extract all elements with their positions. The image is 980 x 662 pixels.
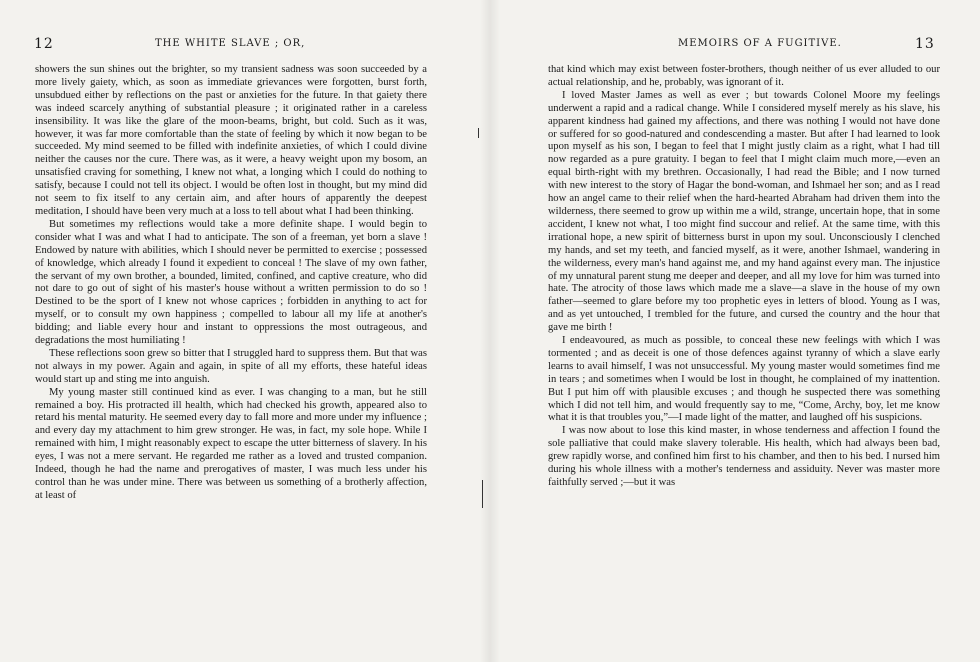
page-number-right: 13 (915, 36, 935, 52)
gutter-mark (482, 480, 483, 508)
right-page (490, 0, 980, 662)
paragraph: My young master still continued kind as ever. I was changing to a man, but he still remained a boy. His protracted ill health, which had checked his growth, appeared also to retard his mental maturity. He seemed every day to fall more and more under my influence ; and every day my attachment to him grew stronger. He was, in fact, my sole hope. While I remained with him, I might reasonably expect to escape the utter bitterness of slavery. In his eyes, I was not a mere servant. He regarded me rather as a loved and trusted companion. Indeed, though he had the name and prerogatives of master, I was much less under his control than he was under mine. There was between us something of a brotherly affection, at least of (35, 386, 427, 501)
paragraph: These reflections soon grew so bitter that I struggled hard to suppress them. But that was not always in my power. Again and again, in spite of all my efforts, these hateful ideas would start up and sting me into anguish. (35, 347, 427, 385)
page-number-left: 12 (34, 36, 54, 52)
paragraph: I loved Master James as well as ever ; but towards Colonel Moore my feelings underwent a rapid and a radical change. While I considered myself merely as his slave, his apparent kindness had gained my affections, and there was nothing I would not have done or suffered for so good-natured and condescending a master. But after I had learned to look upon myself as his son, I began to feel that I might justly claim as a right, what I had till now regarded as a pure gratuity. I began to feel that I might claim much more,—even an equal birth-right with my brethren. Occasionally, I had read the Bible; and I now turned with new interest to the story of Hagar the bond-woman, and Ishmael her son; and as I read how an angel came to their relief when the hard-hearted Abraham had driven them into the wilderness, there seemed to grow up within me a wild, strange, uncertain hope, that in some accident, I knew not what, I too might find succour and relief. At the same time, with this irrational hope, a new spirit of bitterness burst in upon my soul. Unconsciously I clenched my hands, and set my teeth, and fancied myself, as it were, another Ishmael, wandering in the wilderness, every man's hand against me, and my hand against every man. The injustice of my unnatural parent stung me deeper and deeper, and all my love for him was turned into hate. The atrocity of those laws which made me a slave—a slave in the house of my own father—seemed to glare before my too prophetic eyes in letters of blood. Young as I was, and as yet untouched, I trembled for the future, and cursed the country and the hour that gave me birth ! (548, 89, 940, 334)
paragraph: But sometimes my reflections would take a more definite shape. I would begin to consider what I was and what I had to anticipate. The son of a freeman, yet born a slave ! Endowed by nature with abilities, which I should never be permitted to exercise ; possessed of knowledge, which already I found it expedient to conceal ! The slave of my own father, the servant of my own brother, a bounded, limited, confined, and captive creature, who did not dare to go out of sight of his master's house without a written permission to do so ! Destined to be the sport of I knew not whose caprices ; forbidden in anything to act for myself, or to consult my own happiness ; compelled to labour all my life at another's bidding; and liable every hour and instant to oppressions the most outrageous, and degradations the most humiliating ! (35, 218, 427, 347)
paragraph: I endeavoured, as much as possible, to conceal these new feelings with which I was tormented ; and as deceit is one of those defences against tyranny of which a slave early learns to avail himself, I was not unsuccessful. My young master would sometimes find me in tears ; and sometimes when I would be lost in thought, he complained of my inattention. But I put him off with plausible excuses ; and though he suspected there was something which I did not tell him, and would frequently say to me, “Come, Archy, boy, let me know what it is that troubles you,”—I made light of the matter, and laughed off his suspicions. (548, 335, 940, 424)
gutter-mark (478, 128, 479, 138)
running-head-left: THE WHITE SLAVE ; OR, (155, 38, 306, 49)
running-head-right: MEMOIRS OF A FUGITIVE. (678, 38, 842, 49)
paragraph: that kind which may exist between foster-brothers, though neither of us ever alluded to our actual relationship, and he, probably, was ignorant of it. (548, 64, 940, 88)
right-page-text (548, 64, 940, 490)
left-page-text (35, 64, 427, 503)
paragraph: showers the sun shines out the brighter, so my transient sadness was soon succeeded by a more lively gaiety, which, as soon as immediate grievances were forgotten, burst forth, unsubdued either by reflections on the past or anxieties for the future. In that gaiety there was indeed scarcely anything of substantial pleasure ; it originated rather in a careless insensibility. It was like the glare of the moon-beams, bright, but cold. Such as it was, however, it was far more comfortable than the state of feeling by which it now began to be succeeded. My mind seemed to be filled with indefinite anxieties, of which I could divine neither the causes nor the cure. There was, as it were, a heavy weight upon my bosom, an unsatisfied craving for something, I knew not what, a longing which I could do nothing to satisfy, because I could not tell its object. I would be often lost in thought, but my mind did not seem to fix itself to any certain aim, and after hours of apparently the deepest meditation, I should have been very much at a loss to tell about what I had been thinking. (35, 64, 427, 217)
paragraph: I was now about to lose this kind master, in whose tenderness and affection I found the sole palliative that could make slavery tolerable. His health, which had always been bad, grew rapidly worse, and confined him first to his chamber, and then to his bed. I nursed him during his whole illness with a mother's tenderness and assiduity. Never was master more faithfully served ;—but it was (548, 425, 940, 488)
